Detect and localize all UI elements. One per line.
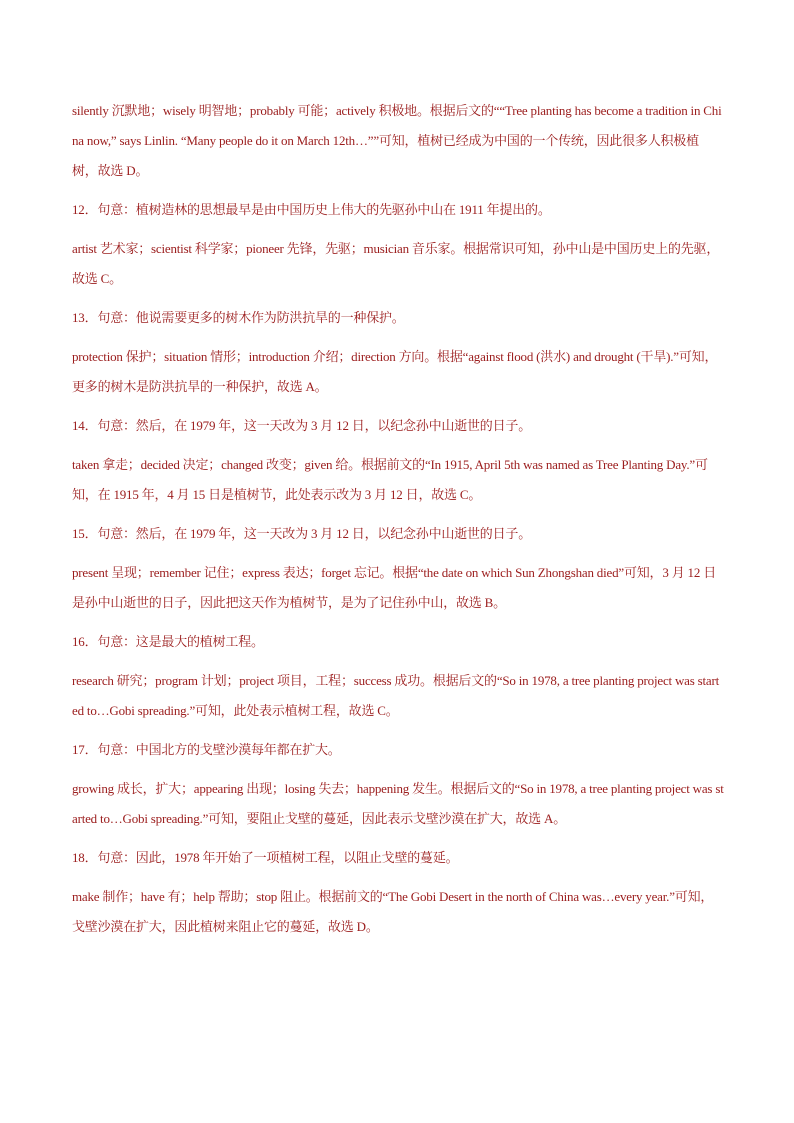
question-18-meaning: 18．句意：因此，1978 年开始了一项植树工程，以阻止戈壁的蔓延。 [72,850,459,865]
question-12-meaning: 12．句意：植树造林的思想最早是由中国历史上伟大的先驱孙中山在 1911 年提出的。 [72,202,551,217]
explanation-16: research 研究；program 计划；project 项目，工程；success 成功。根据后文的“So in 1978, a tree planting project was started to…Gobi spreading.”可知，此处表示植树工程，故选 C。 [72,673,720,718]
explanation-15: present 呈现；remember 记住；express 表达；forget 忘记。根据“the date on which Sun Zhongshan died”可知，3 月 12 日是孙中山逝世的日子，因此把这天作为植树节，是为了记住孙中山，故选 B。 [72,565,717,610]
question-13-meaning: 13．句意：他说需要更多的树木作为防洪抗旱的一种保护。 [72,310,405,325]
question-15-meaning: 15．句意：然后，在 1979 年，这一天改为 3 月 12 日，以纪念孙中山逝世的日子。 [72,526,532,541]
answer-explanations [72,96,724,951]
explanation-14: taken 拿走；decided 决定；changed 改变；given 给。根据前文的“In 1915, April 5th was named as Tree Planting Day.”可知，在 1915 年，4 月 15 日是植树节，此处表示改为 3 月 12 日，故选 C。 [72,457,708,502]
explanation-18: make 制作；have 有；help 帮助；stop 阻止。根据前文的“The Gobi Desert in the north of China was…every year.”可知，戈壁沙漠在扩大，因此植树来阻止它的蔓延，故选 D。 [72,889,714,934]
explanation-11: silently 沉默地；wisely 明智地；probably 可能；actively 积极地。根据后文的““Tree planting has become a tradition in China now,” says Linlin. “Many people do it on March 12th…””可知，植树已经成为中国的一个传统，因此很多人积极植树，故选 D。 [72,103,722,178]
question-14-meaning: 14．句意：然后，在 1979 年，这一天改为 3 月 12 日，以纪念孙中山逝世的日子。 [72,418,532,433]
explanation-13: protection 保护；situation 情形；introduction 介绍；direction 方向。根据“against flood (洪水) and drought (干旱).”可知，更多的树木是防洪抗旱的一种保护，故选 A。 [72,349,718,394]
explanation-12: artist 艺术家；scientist 科学家；pioneer 先锋，先驱；musician 音乐家。根据常识可知，孙中山是中国历史上的先驱，故选 C。 [72,241,720,286]
question-17-meaning: 17．句意：中国北方的戈壁沙漠每年都在扩大。 [72,742,341,757]
question-16-meaning: 16．句意：这是最大的植树工程。 [72,634,264,649]
explanation-17: growing 成长，扩大；appearing 出现；losing 失去；happening 发生。根据后文的“So in 1978, a tree planting project was started to…Gobi spreading.”可知，要阻止戈壁的蔓延，因此表示戈壁沙漠在扩大，故选 A。 [72,781,724,826]
